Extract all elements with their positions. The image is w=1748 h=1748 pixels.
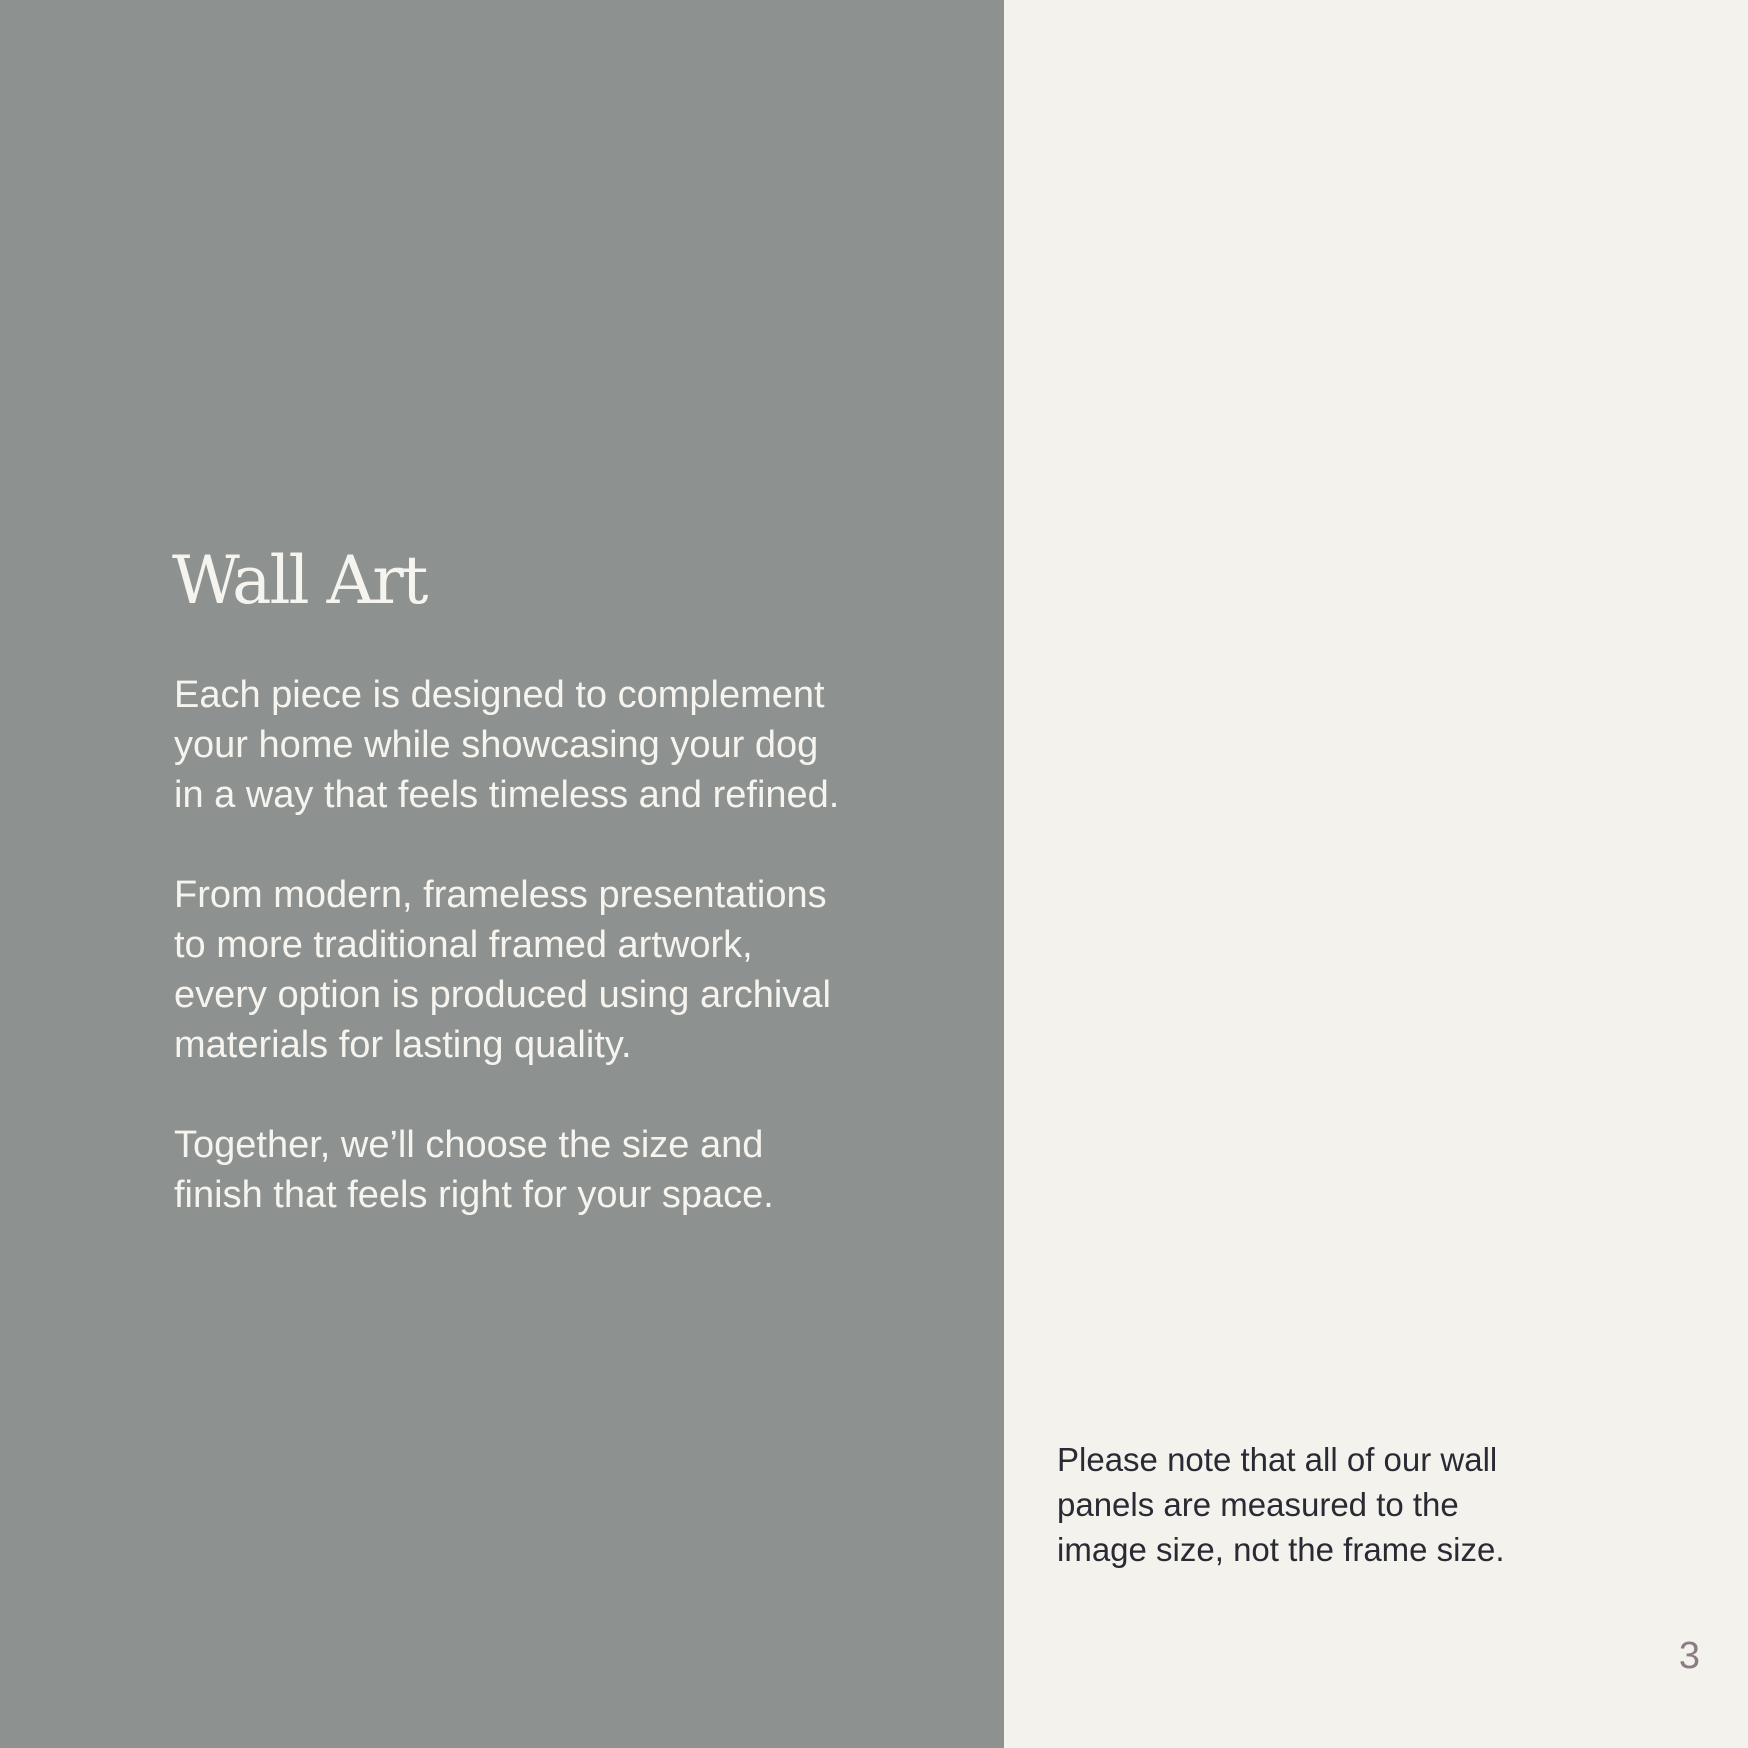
paragraph-line: From modern, frameless presentations <box>174 874 827 916</box>
note-line: image size, not the frame size. <box>1057 1531 1505 1568</box>
page-title: Wall Art <box>172 542 427 619</box>
note-line: Please note that all of our wall <box>1057 1441 1498 1478</box>
paragraph-line: to more traditional framed artwork, <box>174 924 753 966</box>
paragraph-line: Each piece is designed to complement <box>174 674 825 716</box>
paragraph-line: every option is produced using archival <box>174 974 831 1016</box>
sizing-note <box>1057 1437 1677 1572</box>
note-line: panels are measured to the <box>1057 1486 1459 1523</box>
paragraph-line: finish that feels right for your space. <box>174 1174 774 1216</box>
paragraph-line: Together, we’ll choose the size and <box>174 1124 764 1166</box>
intro-paragraph <box>174 670 934 820</box>
paragraph-line: your home while showcasing your dog <box>174 724 819 766</box>
closing-paragraph <box>174 1120 934 1220</box>
materials-paragraph <box>174 870 934 1070</box>
paragraph-line: in a way that feels timeless and refined. <box>174 774 840 816</box>
paragraph-line: materials for lasting quality. <box>174 1024 632 1066</box>
page-number: 3 <box>1678 1635 1700 1677</box>
